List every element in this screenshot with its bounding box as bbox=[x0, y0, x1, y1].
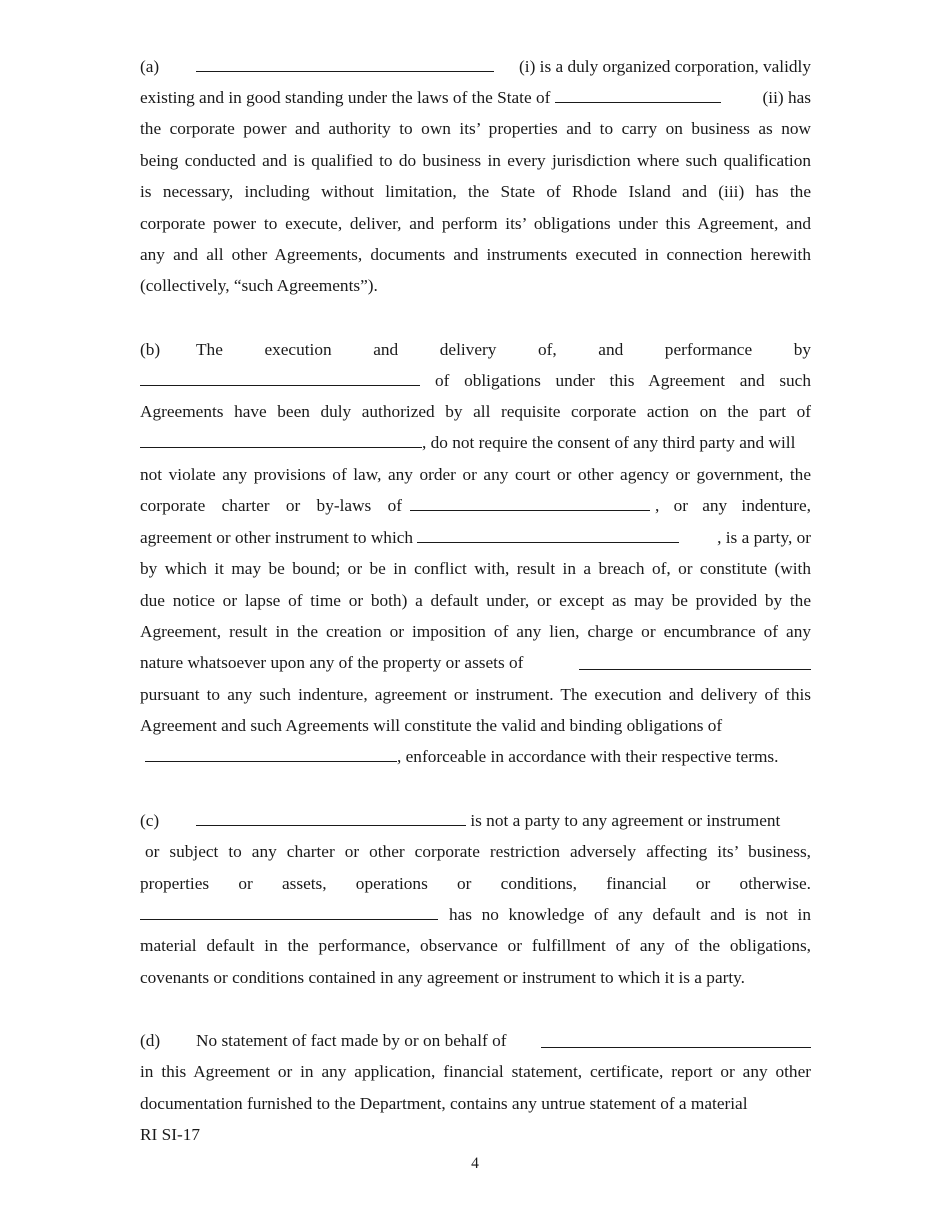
para-c-line-2: or subject to any charter or other corporate restriction adversely affecting its’ business, bbox=[145, 842, 811, 861]
para-b-line-13: Agreement and such Agreements will constitute the valid and binding obligations of bbox=[140, 716, 723, 735]
blank-field[interactable] bbox=[140, 904, 438, 920]
blank-field[interactable] bbox=[196, 810, 466, 826]
para-a-line-4: being conducted and is qualified to do business in every jurisdiction where such qualification bbox=[140, 151, 811, 170]
para-a-line-5: is necessary, including without limitation, the State of Rhode Island and (iii) has the bbox=[140, 182, 811, 201]
para-c-line-3: properties or assets, operations or conditions, financial or otherwise. bbox=[140, 874, 811, 893]
para-c-line-6: covenants or conditions contained in any agreement or instrument to which it is a party. bbox=[140, 968, 746, 987]
para-b-line-12: pursuant to any such indenture, agreement or instrument. The execution and delivery of this bbox=[140, 685, 811, 704]
para-b-line-11: nature whatsoever upon any of the property or assets of bbox=[140, 652, 811, 674]
para-a-label: (a) bbox=[140, 57, 160, 76]
para-c-line-4: has no knowledge of any default and is not in bbox=[140, 904, 811, 926]
blank-field[interactable] bbox=[410, 495, 650, 511]
para-d-label: (d) bbox=[140, 1031, 161, 1050]
page-number: 4 bbox=[471, 1155, 479, 1172]
blank-field[interactable] bbox=[555, 87, 721, 103]
blank-field[interactable] bbox=[579, 654, 811, 670]
para-b-line-7: agreement or other instrument to which , is a party, or bbox=[140, 528, 811, 547]
blank-field[interactable] bbox=[140, 370, 420, 386]
para-d-line-3: documentation furnished to the Department, contains any untrue statement of a material bbox=[140, 1094, 748, 1113]
para-b-line-8: by which it may be bound; or be in conflict with, result in a breach of, or constitute (with bbox=[140, 559, 811, 578]
para-b-line-3: Agreements have been duly authorized by all requisite corporate action on the part of bbox=[140, 402, 811, 421]
blank-field[interactable] bbox=[541, 1032, 811, 1048]
blank-field[interactable] bbox=[140, 432, 422, 448]
para-c-line-5: material default in the performance, observance or fulfillment of any of the obligations, bbox=[140, 936, 811, 955]
para-b-line-5: not violate any provisions of law, any order or any court or other agency or government, the bbox=[140, 465, 811, 484]
para-b-line-6: corporate charter or by-laws of , or any indenture, bbox=[140, 496, 811, 515]
para-a-line-8: (collectively, “such Agreements”). bbox=[140, 276, 378, 295]
para-d-line-1: (d) No statement of fact made by or on behalf of bbox=[140, 1030, 811, 1052]
para-b-line-4: , do not require the consent of any third party and will bbox=[140, 432, 811, 454]
para-b-label: (b) bbox=[140, 340, 161, 359]
para-a-line-3: the corporate power and authority to own its’ properties and to carry on business as now bbox=[140, 119, 811, 138]
para-b-line-9: due notice or lapse of time or both) a default under, or except as may be provided by the bbox=[140, 591, 811, 610]
para-c-line-1: (c) is not a party to any agreement or instrument bbox=[140, 811, 781, 830]
para-b-line-1: (b) The execution and delivery of, and performance by bbox=[140, 340, 811, 359]
form-id: RI SI-17 bbox=[140, 1125, 201, 1144]
para-c-label: (c) bbox=[140, 811, 160, 830]
para-a-line-2: existing and in good standing under the laws of the State of (ii) has bbox=[140, 88, 811, 107]
para-d-line-2: in this Agreement or in any application, financial statement, certificate, report or any other bbox=[140, 1062, 811, 1081]
para-b-line-2: of obligations under this Agreement and such bbox=[140, 370, 811, 392]
blank-field[interactable] bbox=[417, 527, 679, 543]
blank-field[interactable] bbox=[196, 56, 494, 72]
para-b-line-14: , enforceable in accordance with their respective terms. bbox=[140, 746, 811, 768]
blank-field[interactable] bbox=[145, 746, 397, 762]
para-b-line-10: Agreement, result in the creation or imposition of any lien, charge or encumbrance of any bbox=[140, 622, 811, 641]
para-a-line-6: corporate power to execute, deliver, and perform its’ obligations under this Agreement, and bbox=[140, 214, 811, 233]
para-a-line-7: any and all other Agreements, documents and instruments executed in connection herewith bbox=[140, 245, 811, 264]
para-a-line-1: (a) (i) is a duly organized corporation, validly bbox=[140, 57, 811, 76]
